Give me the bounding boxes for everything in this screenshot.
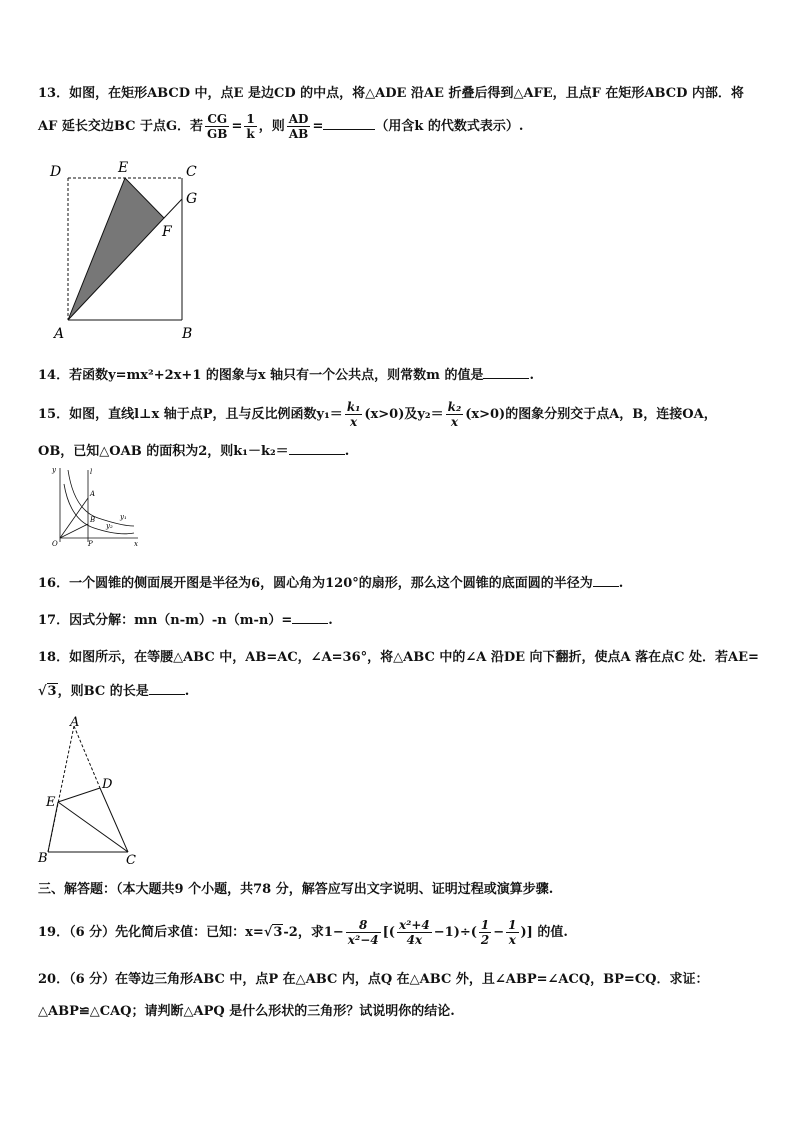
q13-figure — [40, 158, 220, 343]
q15-label-y2: y₂ — [106, 522, 113, 530]
q13-line1: 13．如图，在矩形ABCD 中，点E 是边CD 的中点，将△ADE 沿AE 折叠后得到△AFE，且点F 在矩形ABCD 内部．将 — [38, 86, 744, 101]
q13-label-d: D — [50, 164, 62, 180]
q15-line2: OB，已知△OAB 的面积为2，则k₁－k₂＝ . — [38, 444, 350, 459]
q18-side-ad-dashed — [74, 726, 100, 788]
q15-label-p: P — [88, 540, 93, 548]
q13-shaded-triangle — [68, 178, 164, 320]
q18-label-a: A — [70, 716, 80, 730]
q18-line2: √3，则BC 的长是 . — [38, 684, 190, 699]
q13-line2: AF 延长交边BC 于点G．若 $\frac{CG}{GB}$ = $\frac{1}{k}$ ，则 $\frac{AD}{AB}$ = （用含k 的代数式表示）. — [38, 112, 524, 141]
q15-label-b: B — [90, 516, 96, 524]
q18-line1: 18．如图所示，在等腰△ABC 中，AB=AC，∠A=36°，将△ABC 中的∠A 沿DE 向下翻折，使点A 落在点C 处．若AE= — [38, 650, 759, 665]
q13-fg-extension — [164, 199, 182, 218]
q15-label-x: x — [134, 540, 138, 548]
q15-line1: 15．如图，直线l⊥x 轴于点P，且与反比例函数y₁＝ $\frac{\text{k₁}}{x}$ (x>0)及y₂＝ $\frac{\text{k₂}}{x}$ (x>0)的图象分别交于点A，B，连接OA， — [38, 400, 717, 429]
q13-label-g: G — [186, 191, 198, 207]
q17-line: 17．因式分解：mn（n-m）-n（m-n）= . — [38, 613, 333, 628]
q19-line: 19．（6 分）先化简后求值：已知：x=√3-2，求1− $\frac{8}{\text{x²−4}}$ [( $\frac{\text{x²+4}}{4x}$ −1)÷( $\frac{1}{2}$ − $\frac{1}{x}$ )] 的值. — [38, 918, 568, 947]
q18-label-c: C — [126, 853, 136, 866]
q13-label-a: A — [54, 326, 65, 342]
q13-label-f: F — [162, 224, 172, 240]
q18-label-e: E — [46, 795, 56, 810]
q18-label-b: B — [38, 851, 48, 866]
q15-curve-y2 — [64, 484, 134, 534]
q16-line: 16．一个圆锥的侧面展开图是半径为6，圆心角为120°的扇形，那么这个圆锥的底面圆的半径为 . — [38, 576, 624, 591]
q18-label-d: D — [102, 777, 113, 792]
section-3-heading: 三、解答题：（本大题共9 个小题，共78 分，解答应写出文字说明、证明过程或演算步骤. — [38, 882, 554, 897]
q15-figure — [38, 462, 148, 550]
q15-label-y1: y₁ — [120, 513, 127, 521]
q13-label-c: C — [186, 164, 197, 180]
q15-segment-ob — [60, 524, 88, 538]
q15-label-a: A — [90, 490, 96, 498]
q15-label-o: O — [52, 540, 58, 548]
q15-segment-oa — [60, 498, 88, 538]
q18-figure — [34, 716, 144, 866]
q18-fold-ed — [58, 788, 100, 802]
q14-line: 14．若函数y=mx²+2x+1 的图象与x 轴只有一个公共点，则常数m 的值是 . — [38, 368, 534, 383]
q13-label-e: E — [118, 160, 129, 176]
q15-label-l: l — [90, 468, 93, 476]
q20-line1: 20．（6 分）在等边三角形ABC 中，点P 在△ABC 内，点Q 在△ABC 外，且∠ABP=∠ACQ，BP=CQ．求证： — [38, 972, 709, 987]
q20-line2: △ABP≌△CAQ；请判断△APQ 是什么形状的三角形？试说明你的结论. — [38, 1004, 455, 1019]
q13-label-b: B — [182, 326, 193, 342]
q15-label-y: y — [52, 466, 56, 474]
